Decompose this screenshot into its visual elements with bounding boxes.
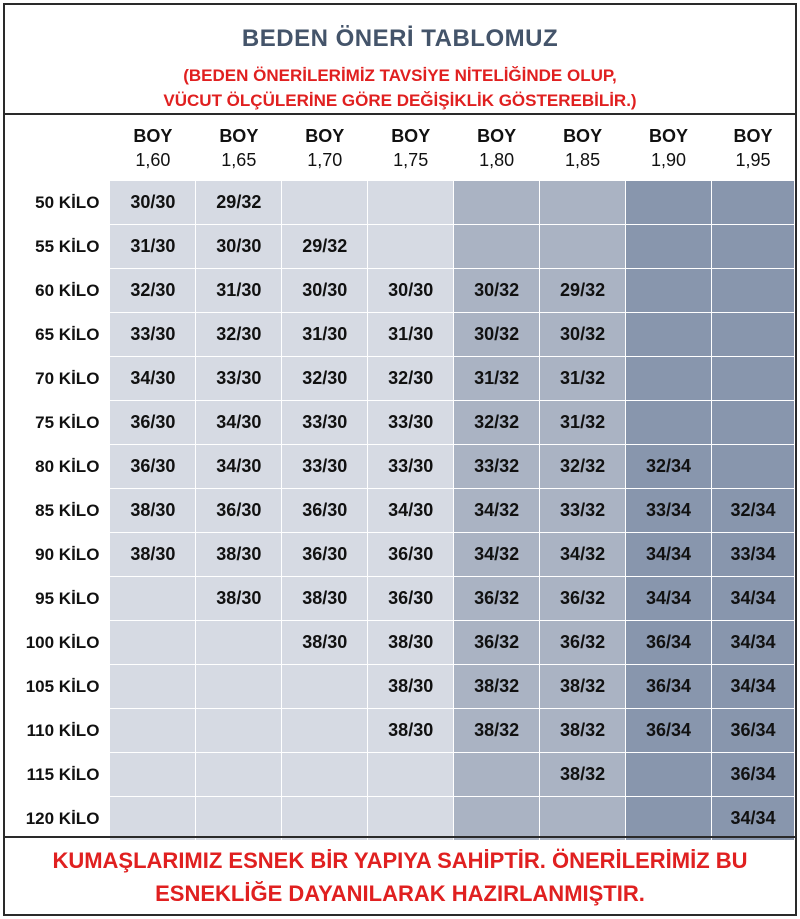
size-cell: 34/34: [626, 533, 712, 577]
size-cell: [196, 709, 282, 753]
size-cell: 33/30: [196, 357, 282, 401]
size-cell: 33/30: [368, 401, 454, 445]
height-header-1: [110, 116, 196, 181]
size-cell: 36/32: [454, 621, 540, 665]
size-cell: 33/34: [626, 489, 712, 533]
height-header-value: 1,85: [565, 150, 601, 170]
weight-label: 80 KİLO: [5, 445, 110, 489]
size-cell: 34/34: [711, 621, 794, 665]
height-header-value: 1,60: [135, 150, 171, 170]
size-cell: 34/32: [454, 533, 540, 577]
size-cell: [711, 357, 794, 401]
height-header-5: [454, 116, 540, 181]
size-cell: [626, 313, 712, 357]
footer-line-1: KUMAŞLARIMIZ ESNEK BİR YAPIYA SAHİPTİR. ÖNERİLERİMİZ BU: [52, 848, 748, 873]
weight-label: 100 KİLO: [5, 621, 110, 665]
weight-label: 70 KİLO: [5, 357, 110, 401]
size-cell: 31/32: [540, 401, 626, 445]
size-cell: [110, 797, 196, 841]
size-cell: 38/32: [540, 753, 626, 797]
size-cell: 34/34: [626, 577, 712, 621]
size-cell: 31/32: [540, 357, 626, 401]
table-row: [5, 225, 795, 269]
footer-line-2: ESNEKLİĞE DAYANILARAK HAZIRLANMIŞTIR.: [155, 881, 645, 906]
chart-title: BEDEN ÖNERİ TABLOMUZ: [241, 25, 559, 52]
size-cell: [282, 753, 368, 797]
size-cell: [626, 269, 712, 313]
size-cell: 33/30: [368, 445, 454, 489]
size-cell: 36/30: [282, 533, 368, 577]
table-row: [5, 533, 795, 577]
size-cell: [368, 753, 454, 797]
size-cell: 33/34: [711, 533, 794, 577]
table-row: [5, 401, 795, 445]
weight-label: 55 KİLO: [5, 225, 110, 269]
size-cell: 34/30: [368, 489, 454, 533]
size-cell: [110, 577, 196, 621]
size-cell: [454, 181, 540, 225]
size-cell: 38/30: [110, 489, 196, 533]
size-cell: 36/32: [540, 577, 626, 621]
size-cell: 32/30: [368, 357, 454, 401]
table-row: [5, 577, 795, 621]
size-cell: 31/30: [196, 269, 282, 313]
height-header-6: [540, 116, 626, 181]
table-row: [5, 489, 795, 533]
size-cell: [626, 753, 712, 797]
height-header-3: [282, 116, 368, 181]
size-cell: 33/30: [282, 401, 368, 445]
size-cell: [110, 709, 196, 753]
chart-header: [5, 5, 795, 115]
size-cell: 33/30: [282, 445, 368, 489]
weight-label: 120 KİLO: [5, 797, 110, 841]
weight-label: 90 KİLO: [5, 533, 110, 577]
size-cell: [626, 401, 712, 445]
weight-label: 60 KİLO: [5, 269, 110, 313]
corner-cell: [5, 116, 110, 181]
size-cell: [368, 797, 454, 841]
size-cell: [110, 753, 196, 797]
size-cell: 34/30: [196, 401, 282, 445]
size-chart: [3, 3, 797, 916]
size-cell: 36/34: [711, 753, 794, 797]
size-cell: [282, 797, 368, 841]
size-cell: 33/32: [454, 445, 540, 489]
disclaimer-line-1: (BEDEN ÖNERİLERİMİZ TAVSİYE NİTELİĞİNDE OLUP,: [183, 66, 617, 85]
size-cell: 38/32: [540, 665, 626, 709]
size-cell: 32/30: [282, 357, 368, 401]
size-table-body: [5, 181, 795, 841]
size-cell: 33/30: [110, 313, 196, 357]
height-header-label: BOY: [563, 126, 603, 146]
height-header-label: BOY: [391, 126, 431, 146]
size-cell: 38/30: [368, 621, 454, 665]
table-row: [5, 269, 795, 313]
size-cell: 31/32: [454, 357, 540, 401]
table-row: [5, 621, 795, 665]
weight-label: 85 KİLO: [5, 489, 110, 533]
height-header-label: BOY: [219, 126, 259, 146]
height-header-value: 1,70: [307, 150, 343, 170]
size-cell: 36/30: [110, 401, 196, 445]
size-cell: 29/32: [540, 269, 626, 313]
size-cell: 30/30: [196, 225, 282, 269]
size-cell: 34/34: [711, 665, 794, 709]
height-header-7: [626, 116, 712, 181]
size-cell: 38/30: [282, 577, 368, 621]
size-cell: 32/30: [110, 269, 196, 313]
size-cell: 36/30: [196, 489, 282, 533]
size-cell: 34/30: [110, 357, 196, 401]
table-row: [5, 797, 795, 841]
size-cell: 30/30: [110, 181, 196, 225]
height-header-label: BOY: [649, 126, 689, 146]
size-cell: 38/30: [368, 665, 454, 709]
size-cell: [282, 181, 368, 225]
height-header-value: 1,95: [735, 150, 771, 170]
height-header-label: BOY: [305, 126, 345, 146]
size-cell: [711, 401, 794, 445]
size-cell: [368, 225, 454, 269]
size-cell: 34/32: [454, 489, 540, 533]
size-cell: [196, 621, 282, 665]
size-cell: 36/32: [454, 577, 540, 621]
size-cell: 38/32: [540, 709, 626, 753]
height-header-value: 1,80: [479, 150, 515, 170]
size-cell: [368, 181, 454, 225]
table-row: [5, 753, 795, 797]
size-cell: 30/32: [454, 269, 540, 313]
size-cell: [626, 797, 712, 841]
weight-label: 115 KİLO: [5, 753, 110, 797]
size-table: [5, 115, 795, 841]
size-cell: 30/32: [540, 313, 626, 357]
size-cell: 33/32: [540, 489, 626, 533]
size-cell: 34/30: [196, 445, 282, 489]
size-cell: 36/34: [626, 665, 712, 709]
size-cell: [711, 269, 794, 313]
size-cell: 31/30: [110, 225, 196, 269]
size-cell: 34/34: [711, 577, 794, 621]
size-cell: [196, 665, 282, 709]
disclaimer-line-2: VÜCUT ÖLÇÜLERİNE GÖRE DEĞİŞİKLİK GÖSTEREBİLİR.): [163, 91, 637, 110]
size-cell: [282, 709, 368, 753]
size-cell: 36/30: [282, 489, 368, 533]
size-cell: 38/32: [454, 665, 540, 709]
size-cell: 32/32: [540, 445, 626, 489]
height-header-value: 1,90: [650, 150, 687, 170]
chart-footer-note: [5, 836, 795, 914]
size-cell: 31/30: [282, 313, 368, 357]
size-cell: 36/34: [711, 709, 794, 753]
size-cell: [110, 621, 196, 665]
size-cell: 32/34: [711, 489, 794, 533]
size-cell: [711, 181, 794, 225]
size-cell: 30/30: [368, 269, 454, 313]
weight-label: 65 KİLO: [5, 313, 110, 357]
size-cell: 38/30: [110, 533, 196, 577]
size-cell: 38/30: [196, 533, 282, 577]
size-cell: 38/30: [368, 709, 454, 753]
size-cell: 34/32: [540, 533, 626, 577]
height-header-value: 1,75: [393, 150, 429, 170]
size-cell: [540, 225, 626, 269]
table-row: [5, 181, 795, 225]
size-cell: [540, 181, 626, 225]
size-cell: 31/30: [368, 313, 454, 357]
size-cell: 32/32: [454, 401, 540, 445]
size-cell: [196, 797, 282, 841]
size-cell: 30/30: [282, 269, 368, 313]
size-cell: [711, 225, 794, 269]
size-cell: 29/32: [196, 181, 282, 225]
size-cell: [454, 797, 540, 841]
weight-label: 110 KİLO: [5, 709, 110, 753]
height-header-row: [5, 116, 795, 181]
size-cell: 32/30: [196, 313, 282, 357]
size-cell: 32/34: [626, 445, 712, 489]
size-cell: [110, 665, 196, 709]
size-cell: 36/34: [626, 621, 712, 665]
size-cell: [540, 797, 626, 841]
chart-disclaimer: [5, 63, 795, 113]
table-row: [5, 665, 795, 709]
height-header-label: BOY: [477, 126, 517, 146]
weight-label: 75 KİLO: [5, 401, 110, 445]
size-cell: 36/32: [540, 621, 626, 665]
size-cell: 36/34: [626, 709, 712, 753]
height-header-label: BOY: [133, 126, 173, 146]
size-cell: [454, 753, 540, 797]
size-cell: [626, 225, 712, 269]
table-row: [5, 445, 795, 489]
height-header-label: BOY: [733, 126, 773, 146]
table-row: [5, 357, 795, 401]
height-header-4: [368, 116, 454, 181]
weight-label: 105 KİLO: [5, 665, 110, 709]
size-cell: [196, 753, 282, 797]
size-cell: 36/30: [368, 577, 454, 621]
size-cell: 38/30: [282, 621, 368, 665]
size-cell: [282, 665, 368, 709]
size-cell: 38/30: [196, 577, 282, 621]
size-cell: [711, 313, 794, 357]
weight-label: 50 KİLO: [5, 181, 110, 225]
size-cell: 34/34: [711, 797, 794, 841]
height-header-2: [196, 116, 282, 181]
table-row: [5, 313, 795, 357]
weight-label: 95 KİLO: [5, 577, 110, 621]
size-cell: [454, 225, 540, 269]
size-cell: 36/30: [110, 445, 196, 489]
size-cell: 29/32: [282, 225, 368, 269]
size-cell: [711, 445, 794, 489]
height-header-value: 1,65: [221, 150, 257, 170]
size-cell: 38/32: [454, 709, 540, 753]
height-header-8: [711, 116, 794, 181]
size-cell: 36/30: [368, 533, 454, 577]
size-cell: [626, 357, 712, 401]
size-cell: [626, 181, 712, 225]
size-cell: 30/32: [454, 313, 540, 357]
table-row: [5, 709, 795, 753]
